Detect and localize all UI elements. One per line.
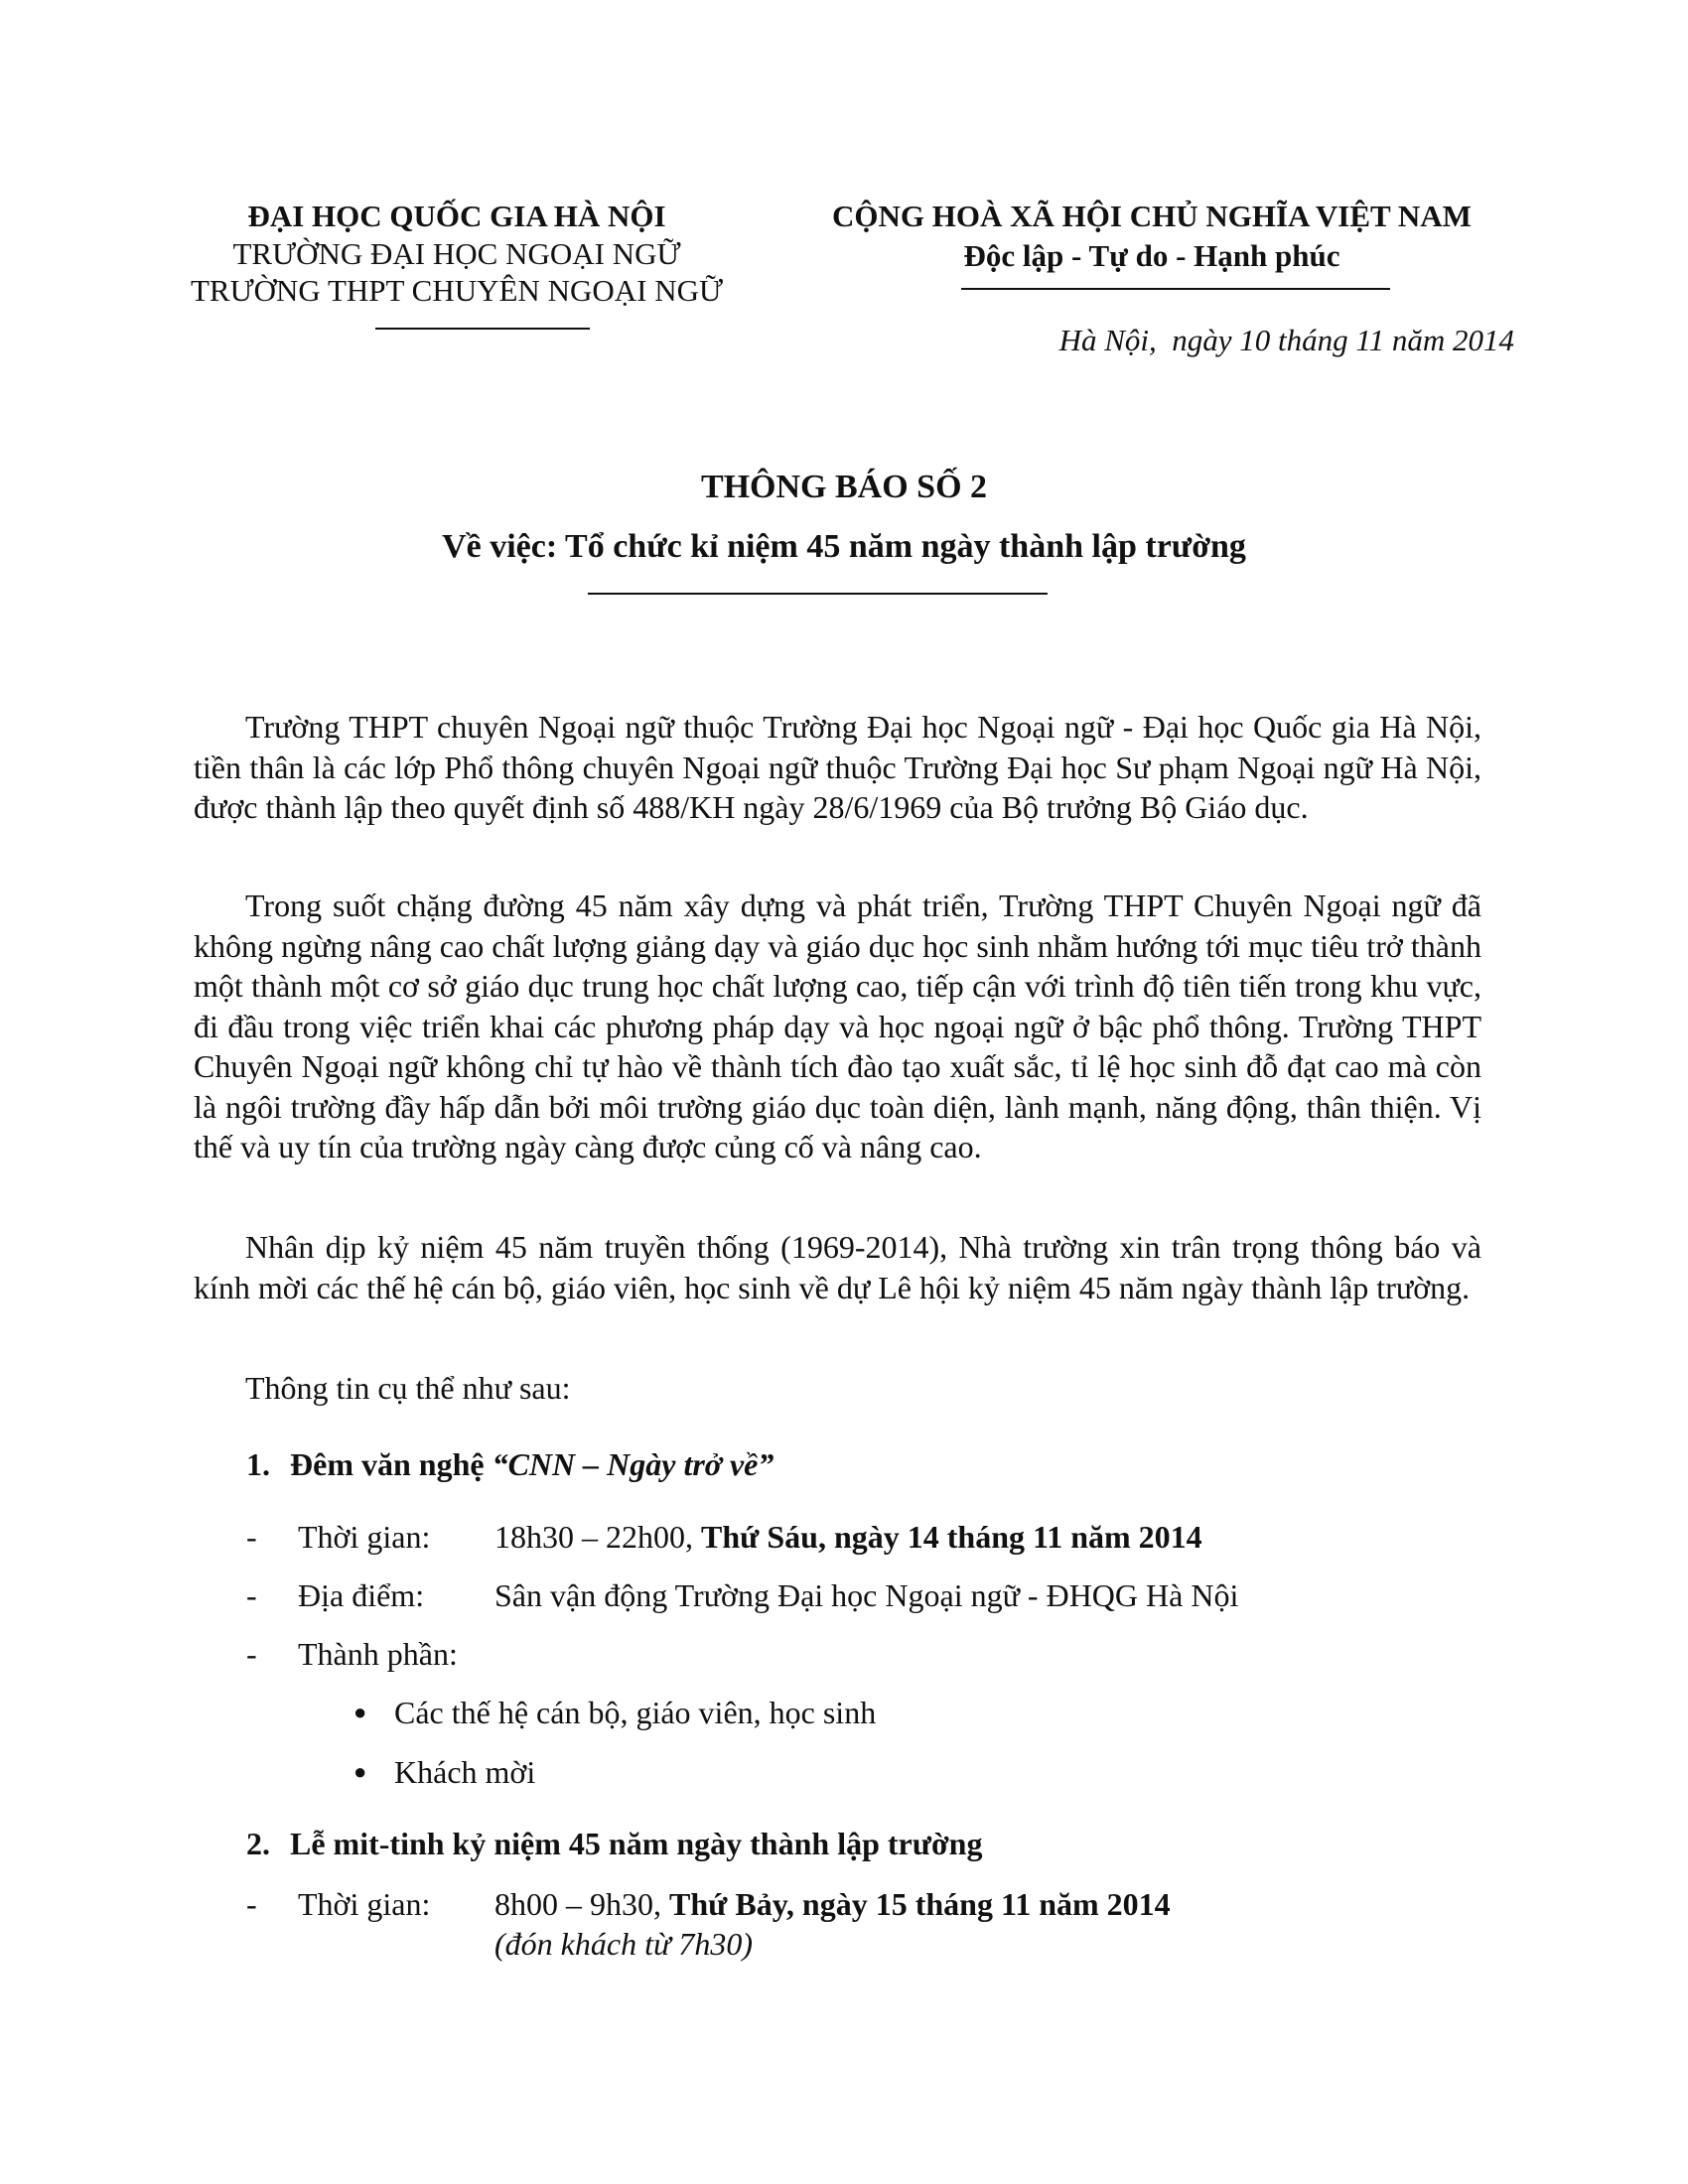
section-2-time-label: Thời gian:: [298, 1886, 431, 1922]
date-line: Hà Nội, ngày 10 tháng 11 năm 2014: [1058, 323, 1514, 357]
participant-item-text: Các thế hệ cán bộ, giáo viên, học sinh: [394, 1695, 877, 1730]
paragraph-2: [194, 886, 1481, 1167]
dash-marker: -: [246, 1577, 257, 1613]
dash-marker: -: [246, 1636, 257, 1672]
paragraph-1-text: Trường THPT chuyên Ngoại ngữ thuộc Trường Đại học Ngoại ngữ - Đại học Quốc gia Hà Nội, tiền thân là các lớp Phổ thông chuyên Ngoại ngữ thuộc Trường Đại học Sư phạm Ngoại ngữ Hà Nội, được thành lập theo quyết định số 488/KH ngày 28/6/1969 của Bộ trưởng Bộ Giáo dục.: [194, 709, 1481, 825]
header-school: TRƯỜNG THPT CHUYÊN NGOẠI NGỮ: [190, 273, 724, 308]
section-2-time-bold: Thứ Bảy, ngày 15 tháng 11 năm 2014: [669, 1886, 1171, 1922]
bullet-icon: ●: [353, 1700, 367, 1724]
participant-item-text: Khách mời: [394, 1754, 536, 1790]
header-motto: Độc lập - Tự do - Hạnh phúc: [963, 238, 1340, 273]
title-rule: [588, 593, 1048, 595]
section-1-participants-label: Thành phần:: [298, 1636, 458, 1672]
paragraph-4: [194, 1368, 1481, 1409]
dash-marker: -: [246, 1886, 257, 1922]
section-1-heading: [246, 1444, 774, 1484]
paragraph-3-text: Nhân dịp kỷ niệm 45 năm truyền thống (1969-2014), Nhà trường xin trân trọng thông báo và kính mời các thế hệ cán bộ, giáo viên, học sinh về dự Lê hội kỷ niệm 45 năm ngày thành lập trường.: [194, 1229, 1481, 1305]
header-right-rule: [961, 288, 1390, 290]
header-left-rule: [375, 328, 590, 330]
paragraph-1: [194, 707, 1481, 828]
section-1-time-bold: Thứ Sáu, ngày 14 tháng 11 năm 2014: [701, 1519, 1202, 1555]
header-university: ĐẠI HỌC QUỐC GIA HÀ NỘI: [247, 199, 666, 233]
section-1-time-label: Thời gian:: [298, 1519, 431, 1555]
section-1-title: Đêm văn nghệ: [290, 1446, 492, 1482]
header-country: CỘNG HOÀ XÃ HỘI CHỦ NGHĨA VIỆT NAM: [832, 199, 1472, 233]
section-2-time-value: [494, 1884, 1171, 1924]
section-1-place-value: Sân vận động Trường Đại học Ngoại ngữ - ĐHQG Hà Nội: [494, 1577, 1239, 1613]
dash-marker: -: [246, 1519, 257, 1555]
bullet-icon: ●: [353, 1759, 367, 1784]
section-2-time-plain: 8h00 – 9h30,: [494, 1886, 669, 1922]
section-2-number: 2.: [246, 1826, 270, 1861]
section-1-time-value: [494, 1517, 1202, 1557]
section-1-time-plain: 18h30 – 22h00,: [494, 1519, 701, 1555]
notice-title: THÔNG BÁO SỐ 2: [700, 469, 988, 505]
header-faculty: TRƯỜNG ĐẠI HỌC NGOẠI NGỮ: [232, 236, 681, 271]
section-1-place-label: Địa điểm:: [298, 1577, 425, 1613]
section-2-time-note: (đón khách từ 7h30): [494, 1926, 754, 1962]
section-1-number: 1.: [246, 1446, 270, 1482]
paragraph-2-text: Trong suốt chặng đường 45 năm xây dựng và phát triển, Trường THPT Chuyên Ngoại ngữ đã không ngừng nâng cao chất lượng giảng dạy và giáo dục học sinh nhằm hướng tới mục tiêu trở thành một thành một cơ sở giáo dục trung học chất lượng cao, tiếp cận với trình độ tiên tiến trong khu vực, đi đầu trong việc triển khai các phương pháp dạy và học ngoại ngữ ở bậc phổ thông. Trường THPT Chuyên Ngoại ngữ không chỉ tự hào về thành tích đào tạo xuất sắc, tỉ lệ học sinh đỗ đạt cao mà còn là ngôi trường đầy hấp dẫn bởi môi trường giáo dục toàn diện, lành mạnh, năng động, thân thiện. Vị thế và uy tín của trường ngày càng được củng cố và nâng cao.: [194, 887, 1481, 1164]
paragraph-4-text: Thông tin cụ thể như sau:: [245, 1370, 571, 1406]
notice-subject: Về việc: Tổ chức kỉ niệm 45 năm ngày thành lập trường: [442, 528, 1246, 565]
paragraph-3: [194, 1227, 1481, 1307]
section-2-heading: [246, 1824, 982, 1863]
section-1-title-quoted: “CNN – Ngày trở về”: [492, 1446, 774, 1482]
section-2-title: Lễ mit-tinh kỷ niệm 45 năm ngày thành lập trường: [290, 1826, 983, 1861]
